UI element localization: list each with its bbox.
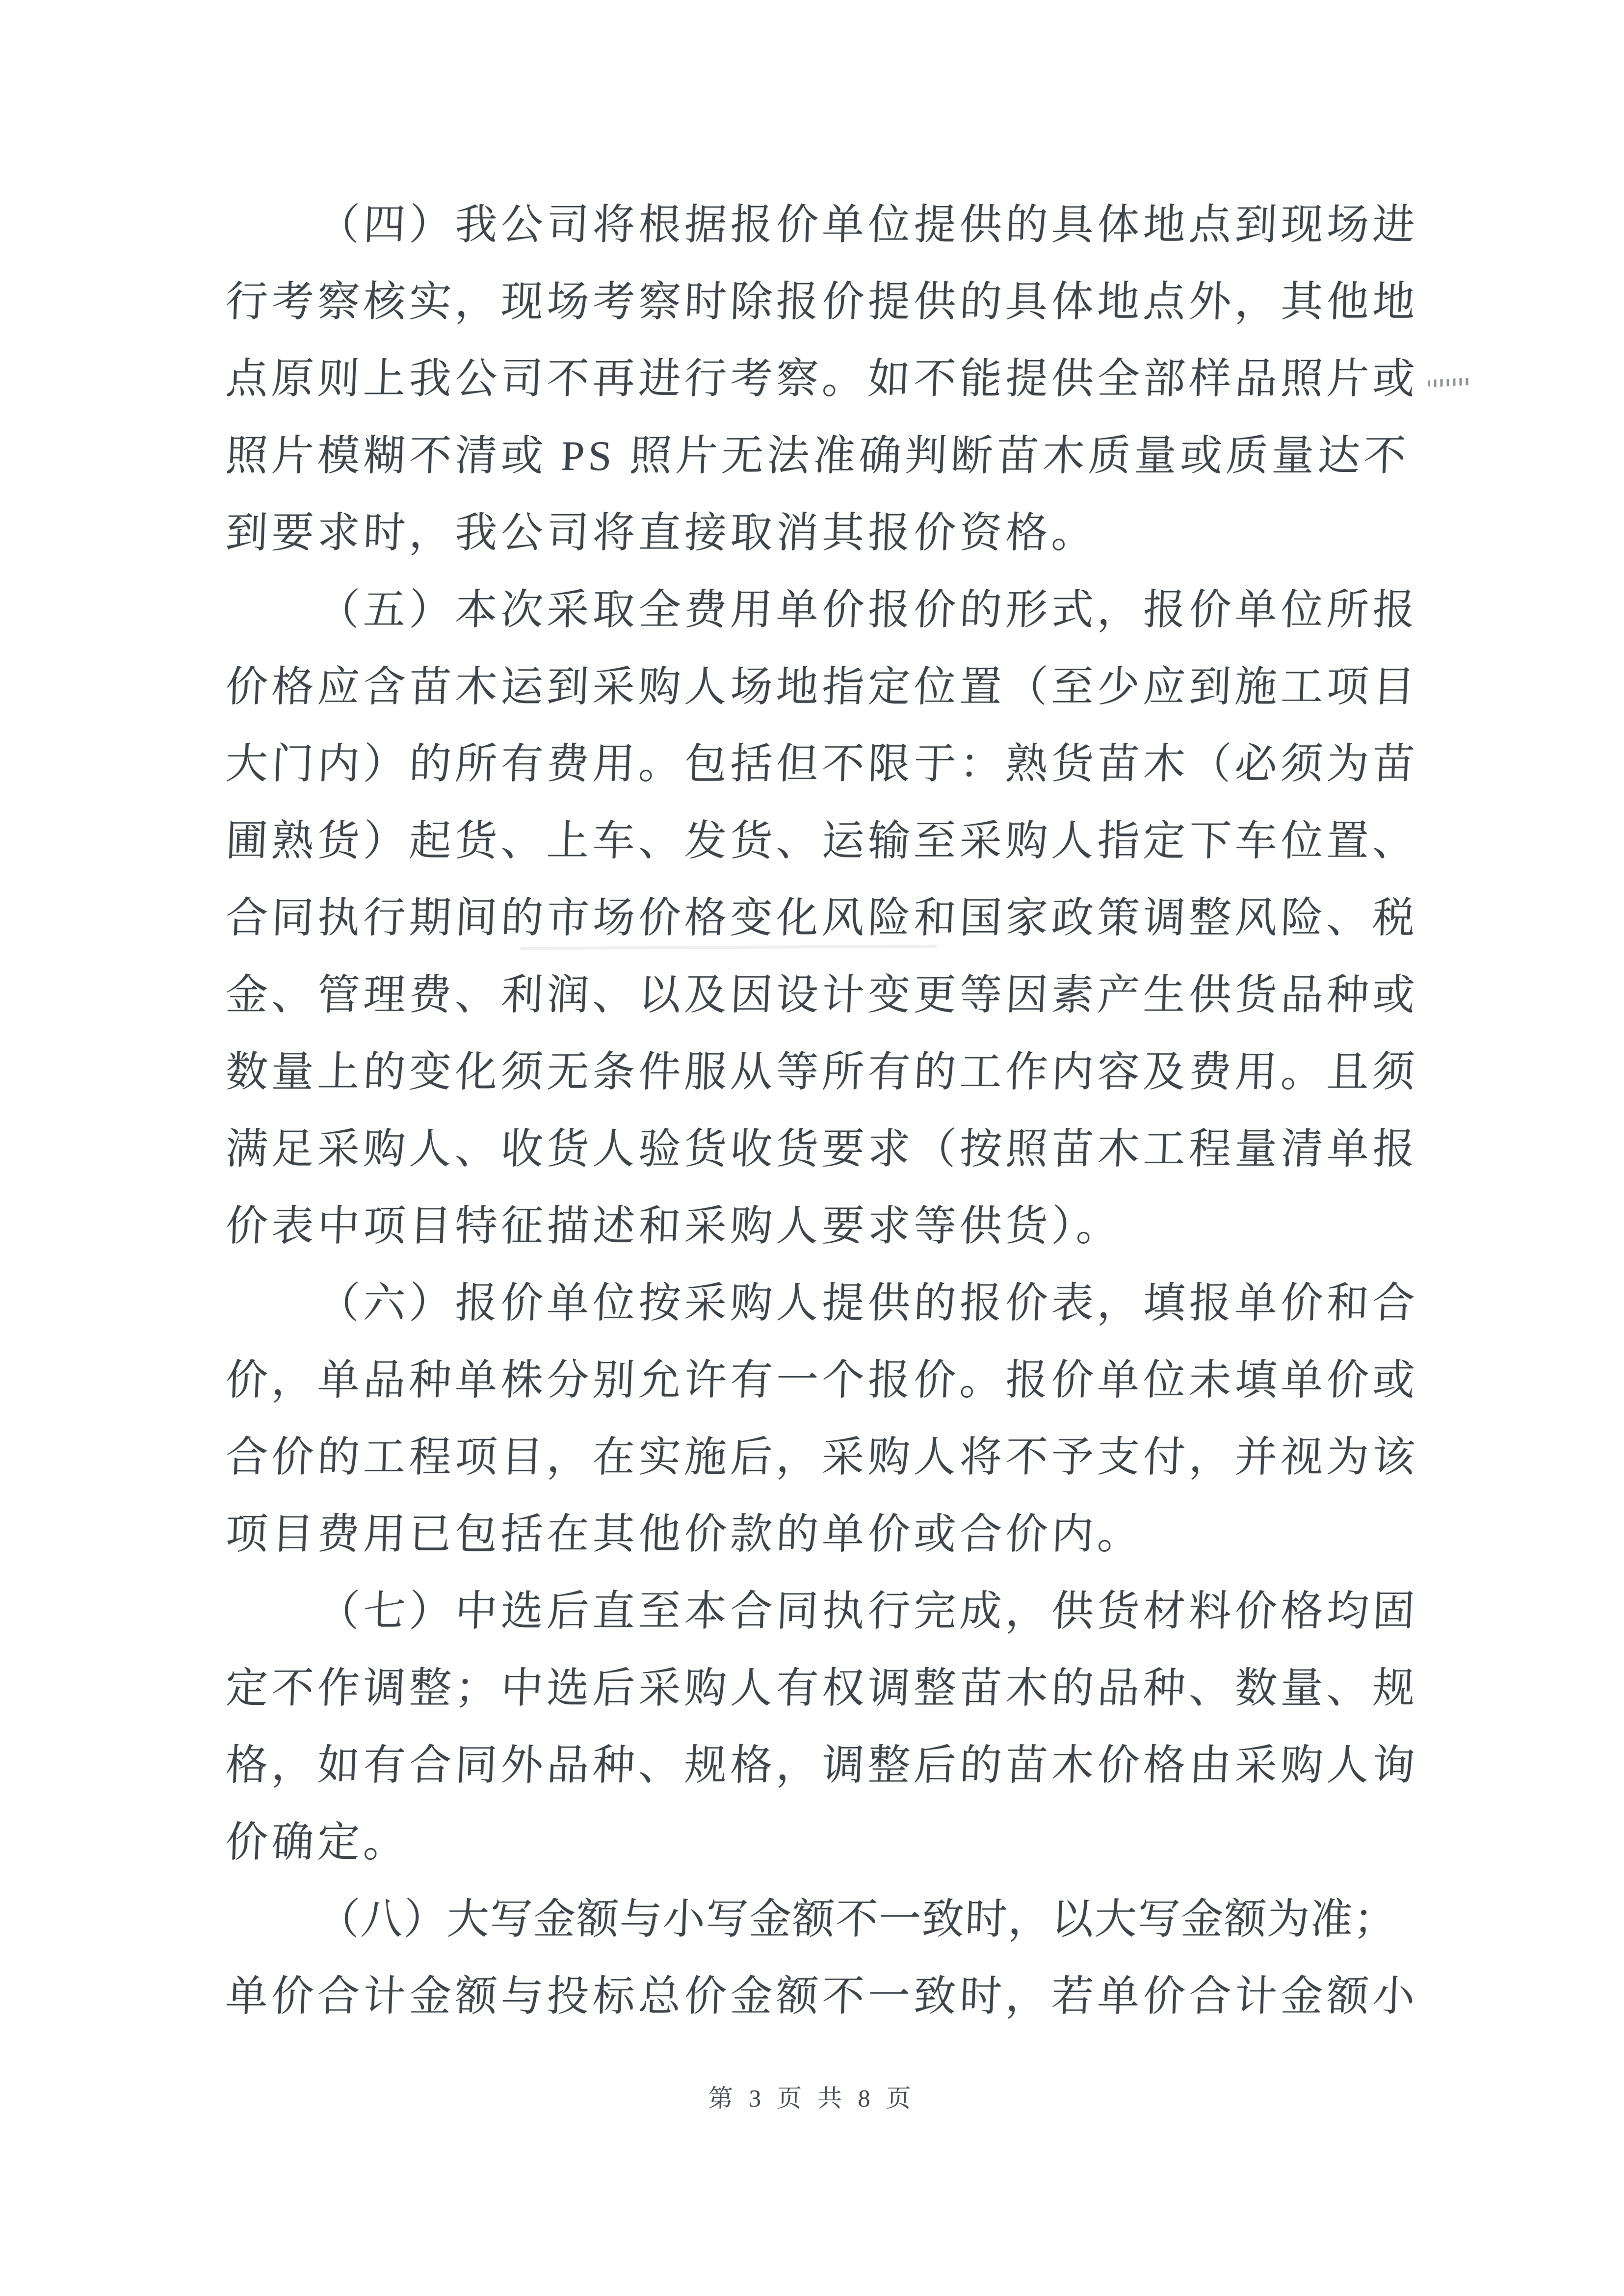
doc-line: 价表中项目特征描述和采购人要求等供货）。 <box>225 1202 1123 1250</box>
doc-line: 价格应含苗木运到采购人场地指定位置（至少应到施工项目 <box>225 663 1419 710</box>
doc-line: （八）大写金额与小写金额不一致时，以大写金额为准； <box>316 1896 1398 1943</box>
doc-line: （六）报价单位按采购人提供的报价表，填报单价和合 <box>316 1279 1419 1327</box>
doc-line: 满足采购人、收货人验货收货要求（按照苗木工程量清单报 <box>225 1125 1419 1173</box>
doc-line: 照片模糊不清或 PS 照片无法准确判断苗木质量或质量达不 <box>225 432 1411 479</box>
doc-line: 合价的工程项目，在实施后，采购人将不予支付，并视为该 <box>225 1434 1419 1481</box>
doc-line: （四）我公司将根据报价单位提供的具体地点到现场进 <box>316 201 1419 248</box>
doc-line: 项目费用已包括在其他价款的单价或合价内。 <box>225 1511 1144 1558</box>
doc-line: 大门内）的所有费用。包括但不限于：熟货苗木（必须为苗 <box>225 740 1419 787</box>
doc-line: 定不作调整；中选后采购人有权调整苗木的品种、数量、规 <box>225 1665 1419 1712</box>
doc-line: 金、管理费、利润、以及因设计变更等因素产生供货品种或 <box>225 971 1419 1018</box>
doc-line: 合同执行期间的市场价格变化风险和国家政策调整风险、税 <box>225 894 1419 941</box>
doc-line: 单价合计金额与投标总价金额不一致时，若单价合计金额小 <box>225 1973 1419 2020</box>
doc-line: 点原则上我公司不再进行考察。如不能提供全部样品照片或 <box>225 355 1419 402</box>
scan-artifact-smudge <box>1428 378 1471 388</box>
doc-line: 数量上的变化须无条件服从等所有的工作内容及费用。且须 <box>225 1048 1419 1096</box>
doc-line: 价确定。 <box>225 1819 410 1866</box>
doc-line: 圃熟货）起货、上车、发货、运输至采购人指定下车位置、 <box>225 817 1419 864</box>
doc-line: 到要求时，我公司将直接取消其报价资格。 <box>225 509 1099 556</box>
doc-line: 格，如有合同外品种、规格，调整后的苗木价格由采购人询 <box>225 1742 1419 1789</box>
doc-line: （五）本次采取全费用单价报价的形式，报价单位所报 <box>316 586 1419 633</box>
page-number-footer: 第 3 页 共 8 页 <box>708 2085 916 2112</box>
doc-line: 行考察核实，现场考察时除报价提供的具体地点外，其他地 <box>225 278 1419 325</box>
document-text-block <box>226 186 1418 2035</box>
doc-line: 价，单品种单株分别允许有一个报价。报价单位未填单价或 <box>225 1357 1419 1404</box>
doc-line: （七）中选后直至本合同执行完成，供货材料价格均固 <box>316 1588 1419 1635</box>
